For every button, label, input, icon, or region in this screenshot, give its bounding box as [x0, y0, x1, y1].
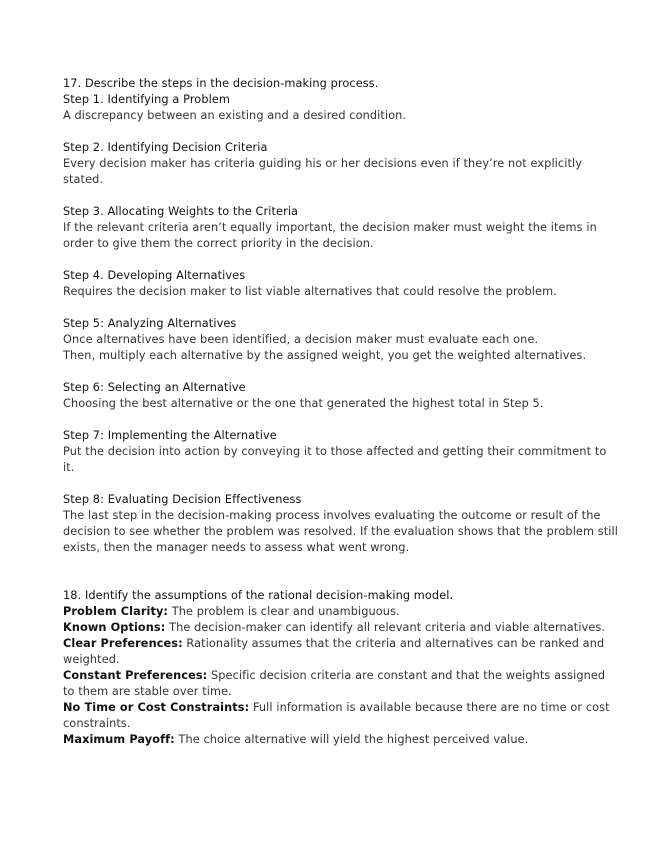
step-2: [63, 140, 618, 188]
question-18-title: 18. Identify the assumptions of the rational decision-making model.: [63, 589, 454, 602]
step-description: Every decision maker has criteria guiding his or her decisions even if they’re not explicitly stated.: [63, 157, 583, 186]
assumption-maximum-payoff: [63, 732, 618, 748]
document-page: [63, 76, 618, 748]
step-description: If the relevant criteria aren’t equally important, the decision maker must weight the items in order to give them the correct priority in the decision.: [63, 221, 597, 250]
assumption-term: Clear Preferences:: [63, 637, 183, 650]
assumption-text: The decision-maker can identify all relevant criteria and viable alternatives.: [165, 621, 606, 634]
step-6: [63, 380, 618, 412]
step-description: The last step in the decision-making process involves evaluating the outcome or result of the decision to see whether the problem was resolved. If the evaluation shows that the problem still exists, then the manager needs to assess what went wrong.: [63, 509, 619, 554]
assumption-text: Specific decision criteria are constant and that the weights assigned to them are stable over time.: [63, 669, 606, 698]
step-description: Choosing the best alternative or the one that generated the highest total in Step 5.: [63, 397, 544, 410]
step-4: [63, 268, 618, 300]
step-description: A discrepancy between an existing and a desired condition.: [63, 109, 407, 122]
assumption-clear-preferences: [63, 636, 618, 668]
assumption-term: No Time or Cost Constraints:: [63, 701, 250, 714]
assumption-text: The problem is clear and unambiguous.: [168, 605, 400, 618]
step-7: [63, 428, 618, 476]
assumption-text: Rationality assumes that the criteria and alternatives can be ranked and weighted.: [63, 637, 605, 666]
step-1: [63, 92, 618, 124]
assumption-known-options: [63, 620, 618, 636]
assumption-constant-preferences: [63, 668, 618, 700]
step-heading: Step 7: Implementing the Alternative: [63, 429, 277, 442]
step-heading: Step 1. Identifying a Problem: [63, 93, 230, 106]
assumption-term: Maximum Payoff:: [63, 733, 175, 746]
assumption-text: Full information is available because there are no time or cost constraints.: [63, 701, 610, 730]
step-heading: Step 2. Identifying Decision Criteria: [63, 141, 268, 154]
step-heading: Step 4. Developing Alternatives: [63, 269, 246, 282]
step-8: [63, 492, 618, 556]
assumption-term: Constant Preferences:: [63, 669, 208, 682]
step-heading: Step 8: Evaluating Decision Effectiveness: [63, 493, 302, 506]
step-heading: Step 3. Allocating Weights to the Criteria: [63, 205, 299, 218]
step-description: Then, multiply each alternative by the assigned weight, you get the weighted alternatives.: [63, 349, 587, 362]
step-5: [63, 316, 618, 364]
step-description: Requires the decision maker to list viable alternatives that could resolve the problem.: [63, 285, 557, 298]
assumption-term: Known Options:: [63, 621, 166, 634]
step-description: Put the decision into action by conveying it to those affected and getting their commitment to it.: [63, 445, 607, 474]
step-heading: Step 6: Selecting an Alternative: [63, 381, 246, 394]
step-description: Once alternatives have been identified, a decision maker must evaluate each one.: [63, 333, 539, 346]
assumption-text: The choice alternative will yield the highest perceived value.: [174, 733, 529, 746]
question-17-title: 17. Describe the steps in the decision-making process.: [63, 77, 379, 90]
question-17: [63, 76, 618, 556]
step-heading: Step 5: Analyzing Alternatives: [63, 317, 237, 330]
assumption-term: Problem Clarity:: [63, 605, 169, 618]
question-18: [63, 588, 618, 748]
assumption-no-constraints: [63, 700, 618, 732]
step-3: [63, 204, 618, 252]
assumption-problem-clarity: [63, 604, 618, 620]
